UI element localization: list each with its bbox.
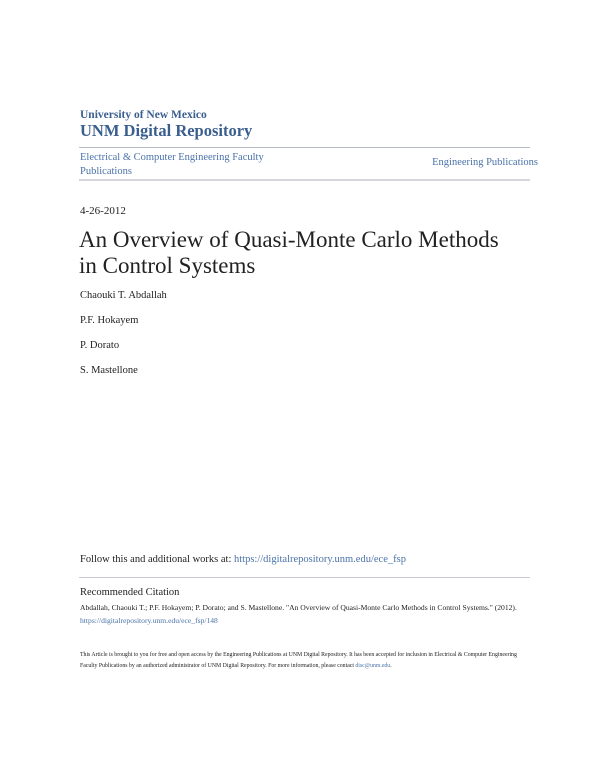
access-notice: [80, 650, 530, 672]
author: P.F. Hokayem: [80, 315, 139, 326]
notice-end: .: [390, 663, 392, 669]
parent-collection-link[interactable]: Engineering Publications: [432, 157, 538, 168]
article-title: An Overview of Quasi-Monte Carlo Methods in Control Systems: [79, 227, 499, 278]
divider: [79, 179, 530, 181]
author: S. Mastellone: [80, 365, 138, 376]
author: Chaouki T. Abdallah: [80, 290, 167, 301]
citation-text: Abdallah, Chaouki T.; P.F. Hokayem; P. Dorato; and S. Mastellone. "An Overview of Quasi-Monte Carlo Methods in Control Systems." (2012).: [80, 603, 517, 612]
citation-heading: Recommended Citation: [80, 587, 180, 598]
citation: [80, 601, 540, 627]
follow-line: [80, 554, 406, 565]
author: P. Dorato: [80, 340, 120, 351]
collection-link[interactable]: Electrical & Computer Engineering Faculty Publications: [80, 152, 264, 177]
notice-text: This Article is brought to you for free and open access by the Engineering Publications at UNM Digital Repository. It has been accepted for inclusion in Electrical & Computer Engineering Faculty Publications by an authorized administrator of UNM Digital Repository. For more information, please contact: [80, 652, 517, 669]
divider: [79, 147, 530, 148]
follow-text: Follow this and additional works at:: [80, 554, 234, 565]
contact-email-link[interactable]: disc@unm.edu: [355, 663, 391, 669]
publication-date: 4-26-2012: [80, 205, 126, 217]
follow-link[interactable]: https://digitalrepository.unm.edu/ece_fsp: [234, 554, 406, 565]
citation-link[interactable]: https://digitalrepository.unm.edu/ece_fsp/148: [80, 616, 218, 625]
repository-name[interactable]: UNM Digital Repository: [80, 121, 253, 140]
divider: [79, 577, 530, 578]
university-name: University of New Mexico: [80, 109, 207, 121]
